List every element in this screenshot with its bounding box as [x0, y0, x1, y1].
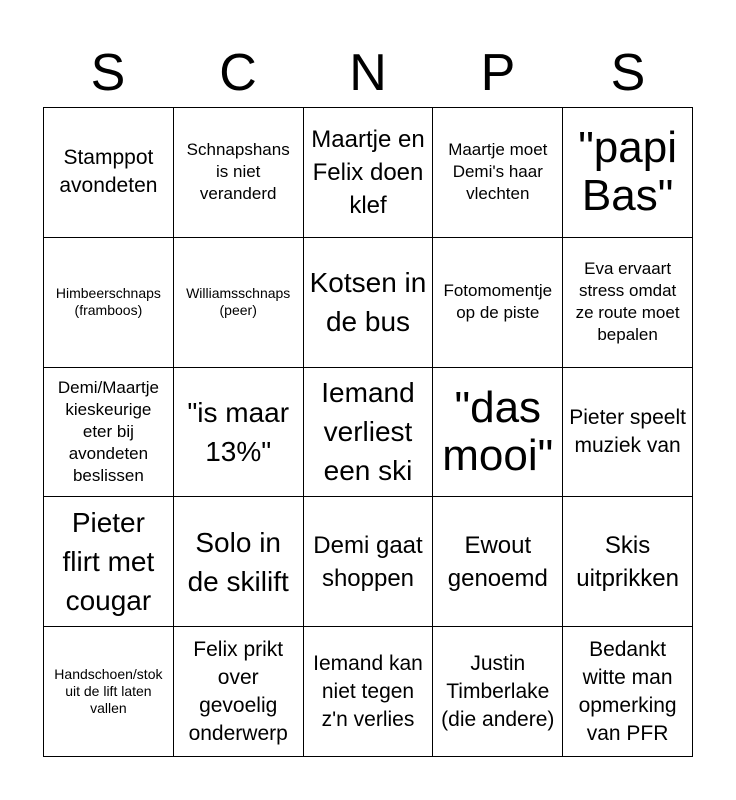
cell-text: Iemand kan niet tegen z'n verlies [313, 651, 423, 731]
bingo-cell[interactable] [174, 368, 304, 498]
bingo-cell[interactable] [174, 497, 304, 627]
bingo-cell[interactable] [44, 238, 174, 368]
header-letter: N [349, 44, 387, 102]
bingo-cell[interactable] [44, 368, 174, 498]
bingo-cell[interactable] [433, 368, 563, 498]
cell-text: Solo in de skilift [187, 526, 289, 597]
cell-text: Felix prikt over gevoelig onderwerp [188, 637, 288, 745]
cell-text: Fotomomentje op de piste [443, 281, 553, 323]
cell-text: Demi/Maartje kieskeurige eter bij avondeten beslissen [57, 377, 159, 485]
bingo-cell[interactable] [304, 627, 434, 757]
cell-text: Iemand verliest een ski [321, 377, 415, 487]
cell-text: Demi gaat shoppen [313, 531, 423, 592]
cell-text: Maartje en Felix doen klef [311, 125, 425, 219]
bingo-cell[interactable] [304, 108, 434, 238]
cell-text: Maartje moet Demi's haar vlechten [448, 140, 548, 204]
cell-text: "is maar 13%" [187, 396, 290, 467]
bingo-cell[interactable] [563, 368, 693, 498]
header-letter: C [219, 44, 257, 102]
cell-text: "papi Bas" [578, 123, 677, 221]
bingo-cell[interactable] [433, 238, 563, 368]
cell-text: Himbeerschnaps (framboos) [55, 285, 161, 319]
bingo-cell[interactable] [563, 238, 693, 368]
cell-text: Ewout genoemd [447, 531, 548, 592]
bingo-cell[interactable] [304, 368, 434, 498]
bingo-cell[interactable] [563, 497, 693, 627]
header-letter: S [610, 44, 646, 102]
bingo-cell[interactable] [563, 627, 693, 757]
cell-text: Skis uitprikken [576, 531, 679, 592]
bingo-cell[interactable] [304, 497, 434, 627]
cell-text: Eva ervaart stress omdat ze route moet bepalen [575, 259, 680, 345]
bingo-grid [43, 107, 693, 757]
cell-text: Pieter speelt muziek van [569, 405, 686, 457]
bingo-cell[interactable] [304, 238, 434, 368]
bingo-cell[interactable] [563, 108, 693, 238]
bingo-cell[interactable] [44, 627, 174, 757]
header-letter: P [480, 44, 516, 102]
bingo-cell[interactable] [433, 627, 563, 757]
bingo-header [43, 40, 693, 106]
bingo-cell[interactable] [44, 108, 174, 238]
bingo-cell[interactable] [174, 108, 304, 238]
cell-text: Bedankt witte man opmerking van PFR [578, 637, 677, 745]
cell-text: Schnapshans is niet veranderd [186, 140, 290, 204]
cell-text: Stamppot avondeten [59, 146, 158, 198]
cell-text: Kotsen in de bus [309, 267, 427, 338]
cell-text: Handschoen/stok uit de lift laten vallen [54, 666, 163, 717]
bingo-cell[interactable] [174, 627, 304, 757]
bingo-cell[interactable] [174, 238, 304, 368]
bingo-cell[interactable] [433, 497, 563, 627]
header-letter: S [90, 44, 126, 102]
cell-text: Justin Timberlake (die andere) [441, 651, 555, 731]
bingo-cell[interactable] [44, 497, 174, 627]
cell-text: Williamsschnaps (peer) [186, 285, 291, 319]
cell-text: Pieter flirt met cougar [62, 507, 155, 617]
cell-text: "das mooi" [442, 382, 554, 480]
bingo-cell[interactable] [433, 108, 563, 238]
